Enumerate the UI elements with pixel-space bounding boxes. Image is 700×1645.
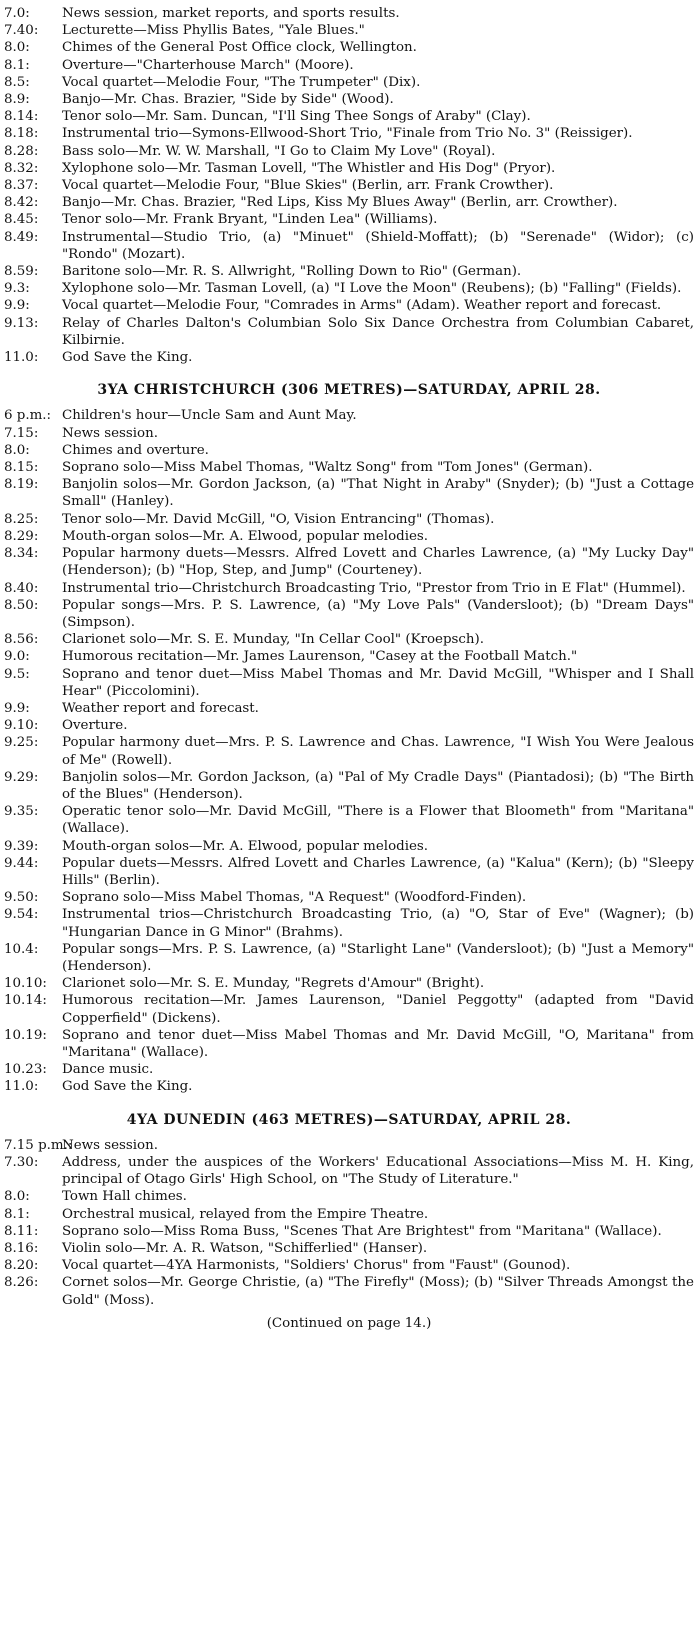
- entry-time: 9.50:: [4, 890, 39, 906]
- entry-time: 7.15 p.m.:: [4, 1137, 73, 1153]
- entry-text: Xylophone solo—Mr. Tasman Lovell, "The Whistler and His Dog" (Pryor).: [62, 160, 556, 176]
- program-entry: [4, 297, 694, 314]
- entry-text: Children's hour—Uncle Sam and Aunt May.: [62, 408, 357, 424]
- entry-time: 9.9:: [4, 298, 30, 314]
- program-entry: [4, 1206, 694, 1223]
- program-entry: [4, 803, 694, 837]
- entry-text: News session, market reports, and sports results.: [62, 6, 400, 21]
- program-entry: [4, 734, 694, 768]
- entry-time: 8.28:: [4, 143, 39, 159]
- entry-text: Orchestral musical, relayed from the Empire Theatre.: [62, 1206, 429, 1222]
- entry-text: News session.: [62, 425, 158, 441]
- program-entry: [4, 108, 694, 125]
- entry-text: Popular songs—Mrs. P. S. Lawrence, (a) "Starlight Lane" (Vandersloot); (b) "Just a Memory" (Henderson).: [62, 941, 694, 974]
- entry-time: 9.13:: [4, 315, 39, 331]
- program-entry: [4, 631, 694, 648]
- entry-text: Bass solo—Mr. W. W. Marshall, "I Go to Claim My Love" (Royal).: [62, 143, 496, 159]
- entry-text: Vocal quartet—Melodie Four, "The Trumpeter" (Dix).: [62, 74, 421, 90]
- entry-text: Relay of Charles Dalton's Columbian Solo Six Dance Orchestra from Columbian Cabaret, Kilbirnie.: [62, 315, 694, 348]
- entry-text: Soprano solo—Miss Roma Buss, "Scenes That Are Brightest" from "Maritana" (Wallace).: [62, 1223, 662, 1239]
- entry-time: 9.3:: [4, 281, 30, 297]
- entry-time: 7.30:: [4, 1155, 39, 1170]
- entry-time: 8.45:: [4, 212, 39, 228]
- entry-time: 9.29:: [4, 769, 39, 785]
- program-entry: [4, 39, 694, 56]
- entry-text: Humorous recitation—Mr. James Laurenson, "Casey at the Football Match.": [62, 649, 578, 665]
- program-entry: [4, 315, 694, 349]
- entry-time: 9.10:: [4, 718, 39, 734]
- entry-time: 8.16:: [4, 1241, 39, 1257]
- program-entry: [4, 597, 694, 631]
- entry-time: 8.9:: [4, 92, 30, 108]
- program-entry: [4, 5, 694, 22]
- entry-time: 8.26:: [4, 1275, 39, 1291]
- entry-text: Address, under the auspices of the Workers' Educational Associations—Miss M. H. King, principal of Otago Girls' High School, on "The Study of Literature.": [62, 1155, 694, 1188]
- program-entry: [4, 143, 694, 160]
- entry-time: 10.14:: [4, 993, 47, 1009]
- entry-text: News session.: [62, 1137, 158, 1153]
- dunedin-program-list: [4, 1137, 694, 1309]
- program-entry: [4, 580, 694, 597]
- entry-text: Weather report and forecast.: [62, 700, 259, 716]
- entry-text: Dance music.: [62, 1062, 154, 1078]
- entry-text: Popular songs—Mrs. P. S. Lawrence, (a) "My Love Pals" (Vandersloot); (b) "Dream Days" (Simpson).: [62, 597, 694, 630]
- program-entry: [4, 1257, 694, 1274]
- entry-time: 8.32:: [4, 160, 39, 176]
- entry-time: 8.1:: [4, 57, 30, 73]
- program-entry: [4, 511, 694, 528]
- program-entry: [4, 22, 694, 39]
- program-entry: [4, 476, 694, 510]
- entry-text: Banjo—Mr. Chas. Brazier, "Red Lips, Kiss My Blues Away" (Berlin, arr. Crowther).: [62, 195, 618, 211]
- dunedin-heading: 4YA DUNEDIN (463 METRES)—SATURDAY, APRIL 28.: [126, 1111, 572, 1128]
- entry-text: Banjolin solos—Mr. Gordon Jackson, (a) "That Night in Araby" (Snyder); (b) "Just a Cottage Small" (Hanley).: [62, 477, 694, 510]
- christchurch-heading: 3YA CHRISTCHURCH (306 METRES)—SATURDAY, APRIL 28.: [97, 382, 601, 399]
- entry-time: 7.40:: [4, 23, 39, 39]
- program-entry: [4, 1154, 694, 1188]
- entry-time: 10.23:: [4, 1062, 47, 1078]
- entry-time: 8.37:: [4, 178, 39, 194]
- entry-text: Soprano and tenor duet—Miss Mabel Thomas and Mr. David McGill, "O, Maritana" from "Maritana" (Wallace).: [62, 1027, 694, 1060]
- entry-text: Lecturette—Miss Phyllis Bates, "Yale Blues.": [62, 23, 365, 39]
- entry-time: 8.56:: [4, 632, 39, 648]
- entry-text: Overture—"Charterhouse March" (Moore).: [62, 57, 354, 73]
- program-entry: [4, 349, 694, 366]
- program-entry: [4, 459, 694, 476]
- entry-text: Xylophone solo—Mr. Tasman Lovell, (a) "I Love the Moon" (Reubens); (b) "Falling" (Fields).: [62, 281, 682, 297]
- entry-text: Instrumental trios—Christchurch Broadcasting Trio, (a) "O, Star of Eve" (Wagner); (b) "Hungarian Dance in G Minor" (Brahms).: [62, 907, 694, 940]
- entry-text: Instrumental trio—Symons-Ellwood-Short Trio, "Finale from Trio No. 3" (Reissiger).: [62, 126, 633, 142]
- entry-text: Instrumental—Studio Trio, (a) "Minuet" (Shield-Moffatt); (b) "Serenade" (Widor); (c) "Rondo" (Mozart).: [62, 229, 694, 262]
- entry-text: God Save the King.: [62, 350, 193, 366]
- entry-text: Mouth-organ solos—Mr. A. Elwood, popular melodies.: [62, 528, 429, 544]
- entry-text: Tenor solo—Mr. Sam. Duncan, "I'll Sing Thee Songs of Araby" (Clay).: [62, 109, 531, 125]
- program-entry: [4, 125, 694, 142]
- program-entry: [4, 194, 694, 211]
- program-entry: [4, 177, 694, 194]
- entry-time: 9.25:: [4, 735, 39, 751]
- entry-text: Banjolin solos—Mr. Gordon Jackson, (a) "Pal of My Cradle Days" (Piantadosi); (b) "The Birth of the Blues" (Henderson).: [62, 769, 694, 802]
- entry-text: Clarionet solo—Mr. S. E. Munday, "In Cellar Cool" (Kroepsch).: [62, 632, 485, 648]
- entry-time: 11.0:: [4, 350, 39, 366]
- entry-time: 8.34:: [4, 546, 39, 562]
- program-entry: [4, 769, 694, 803]
- entry-text: Humorous recitation—Mr. James Laurenson, "Daniel Peggotty" (adapted from "David Copperfield" (Dickens).: [62, 993, 694, 1026]
- entry-text: Cornet solos—Mr. George Christie, (a) "The Firefly" (Moss); (b) "Silver Threads Amongst the Gold" (Moss).: [62, 1275, 694, 1308]
- program-entry: [4, 528, 694, 545]
- entry-time: 7.15:: [4, 425, 39, 441]
- program-entry: [4, 442, 694, 459]
- entry-text: Vocal quartet—Melodie Four, "Blue Skies" (Berlin, arr. Frank Crowther).: [62, 178, 554, 194]
- program-entry: [4, 975, 694, 992]
- program-entry: [4, 666, 694, 700]
- program-entry: [4, 838, 694, 855]
- entry-text: Chimes and overture.: [62, 442, 209, 458]
- entry-text: Instrumental trio—Christchurch Broadcasting Trio, "Prestor from Trio in E Flat" (Hummel).: [62, 580, 686, 596]
- entry-time: 7.0:: [4, 6, 30, 21]
- entry-time: 8.1:: [4, 1206, 30, 1222]
- entry-text: Vocal quartet—4YA Harmonists, "Soldiers' Chorus" from "Faust" (Gounod).: [62, 1258, 571, 1274]
- entry-text: Baritone solo—Mr. R. S. Allwright, "Rolling Down to Rio" (German).: [62, 264, 522, 280]
- program-entry: [4, 74, 694, 91]
- program-entry: [4, 407, 694, 424]
- entry-time: 8.11:: [4, 1223, 39, 1239]
- entry-time: 6 p.m.:: [4, 408, 52, 424]
- program-entry: [4, 1223, 694, 1240]
- entry-time: 8.25:: [4, 511, 39, 527]
- program-page: [4, 5, 694, 1332]
- program-entry: [4, 229, 694, 263]
- entry-time: 8.18:: [4, 126, 39, 142]
- entry-time: 9.9:: [4, 700, 30, 716]
- entry-text: Violin solo—Mr. A. R. Watson, "Schifferlied" (Hanser).: [62, 1241, 428, 1257]
- program-entry: [4, 263, 694, 280]
- entry-text: God Save the King.: [62, 1079, 193, 1095]
- entry-text: Tenor solo—Mr. David McGill, "O, Vision Entrancing" (Thomas).: [62, 511, 495, 527]
- entry-text: Popular duets—Messrs. Alfred Lovett and Charles Lawrence, (a) "Kalua" (Kern); (b) "Sleepy Hills" (Berlin).: [62, 855, 694, 888]
- entry-time: 8.19:: [4, 477, 39, 493]
- program-entry: [4, 906, 694, 940]
- program-entry: [4, 717, 694, 734]
- entry-time: 8.14:: [4, 109, 39, 125]
- entry-time: 8.20:: [4, 1258, 39, 1274]
- entry-text: Banjo—Mr. Chas. Brazier, "Side by Side" (Wood).: [62, 92, 394, 108]
- entry-text: Popular harmony duet—Mrs. P. S. Lawrence and Chas. Lawrence, "I Wish You Were Jealous of Me" (Rowell).: [62, 735, 694, 768]
- entry-time: 8.0:: [4, 442, 30, 458]
- entry-time: 11.0:: [4, 1079, 39, 1095]
- entry-time: 8.42:: [4, 195, 39, 211]
- program-entry: [4, 91, 694, 108]
- entry-text: Overture.: [62, 718, 128, 734]
- entry-text: Soprano solo—Miss Mabel Thomas, "A Request" (Woodford-Finden).: [62, 890, 527, 906]
- entry-text: Operatic tenor solo—Mr. David McGill, "There is a Flower that Bloometh" from "Maritana" (Wallace).: [62, 804, 694, 837]
- program-entry: [4, 280, 694, 297]
- entry-text: Popular harmony duets—Messrs. Alfred Lovett and Charles Lawrence, (a) "My Lucky Day" (Henderson); (b) "Hop, Step, and Jump" (Courteney).: [62, 546, 694, 579]
- entry-time: 9.44:: [4, 855, 39, 871]
- entry-time: 8.59:: [4, 264, 39, 280]
- program-entry: [4, 1240, 694, 1257]
- entry-time: 9.0:: [4, 649, 30, 665]
- entry-time: 10.19:: [4, 1027, 47, 1043]
- program-entry: [4, 1027, 694, 1061]
- entry-time: 8.15:: [4, 460, 39, 476]
- christchurch-program-list: [4, 407, 694, 1095]
- entry-time: 8.50:: [4, 597, 39, 613]
- entry-text: Clarionet solo—Mr. S. E. Munday, "Regrets d'Amour" (Bright).: [62, 976, 485, 992]
- program-entry: [4, 855, 694, 889]
- program-entry: [4, 1188, 694, 1205]
- entry-time: 8.49:: [4, 229, 39, 245]
- entry-time: 8.5:: [4, 74, 30, 90]
- entry-text: Town Hall chimes.: [62, 1189, 187, 1205]
- entry-text: Chimes of the General Post Office clock, Wellington.: [62, 40, 417, 56]
- wellington-program-list: [4, 5, 694, 366]
- entry-time: 9.35:: [4, 804, 39, 820]
- entry-time: 10.10:: [4, 976, 47, 992]
- program-entry: [4, 1078, 694, 1095]
- program-entry: [4, 1137, 694, 1154]
- entry-text: Soprano and tenor duet—Miss Mabel Thomas and Mr. David McGill, "Whisper and I Shall Hear" (Piccolomini).: [62, 666, 694, 699]
- entry-text: Vocal quartet—Melodie Four, "Comrades in Arms" (Adam). Weather report and forecast.: [62, 298, 662, 314]
- entry-time: 8.29:: [4, 528, 39, 544]
- program-entry: [4, 545, 694, 579]
- program-entry: [4, 1274, 694, 1308]
- program-entry: [4, 1061, 694, 1078]
- program-entry: [4, 941, 694, 975]
- entry-text: Soprano solo—Miss Mabel Thomas, "Waltz Song" from "Tom Jones" (German).: [62, 460, 593, 476]
- program-entry: [4, 992, 694, 1026]
- program-entry: [4, 57, 694, 74]
- entry-time: 9.54:: [4, 907, 39, 923]
- program-entry: [4, 425, 694, 442]
- entry-text: Tenor solo—Mr. Frank Bryant, "Linden Lea" (Williams).: [62, 212, 438, 228]
- entry-time: 10.4:: [4, 941, 39, 957]
- program-entry: [4, 160, 694, 177]
- program-entry: [4, 889, 694, 906]
- entry-time: 9.5:: [4, 666, 30, 682]
- entry-text: Mouth-organ solos—Mr. A. Elwood, popular melodies.: [62, 838, 429, 854]
- program-entry: [4, 700, 694, 717]
- continued-note: (Continued on page 14.): [266, 1315, 432, 1331]
- entry-time: 8.0:: [4, 1189, 30, 1205]
- entry-time: 8.40:: [4, 580, 39, 596]
- entry-time: 8.0:: [4, 40, 30, 56]
- program-entry: [4, 648, 694, 665]
- entry-time: 9.39:: [4, 838, 39, 854]
- program-entry: [4, 211, 694, 228]
